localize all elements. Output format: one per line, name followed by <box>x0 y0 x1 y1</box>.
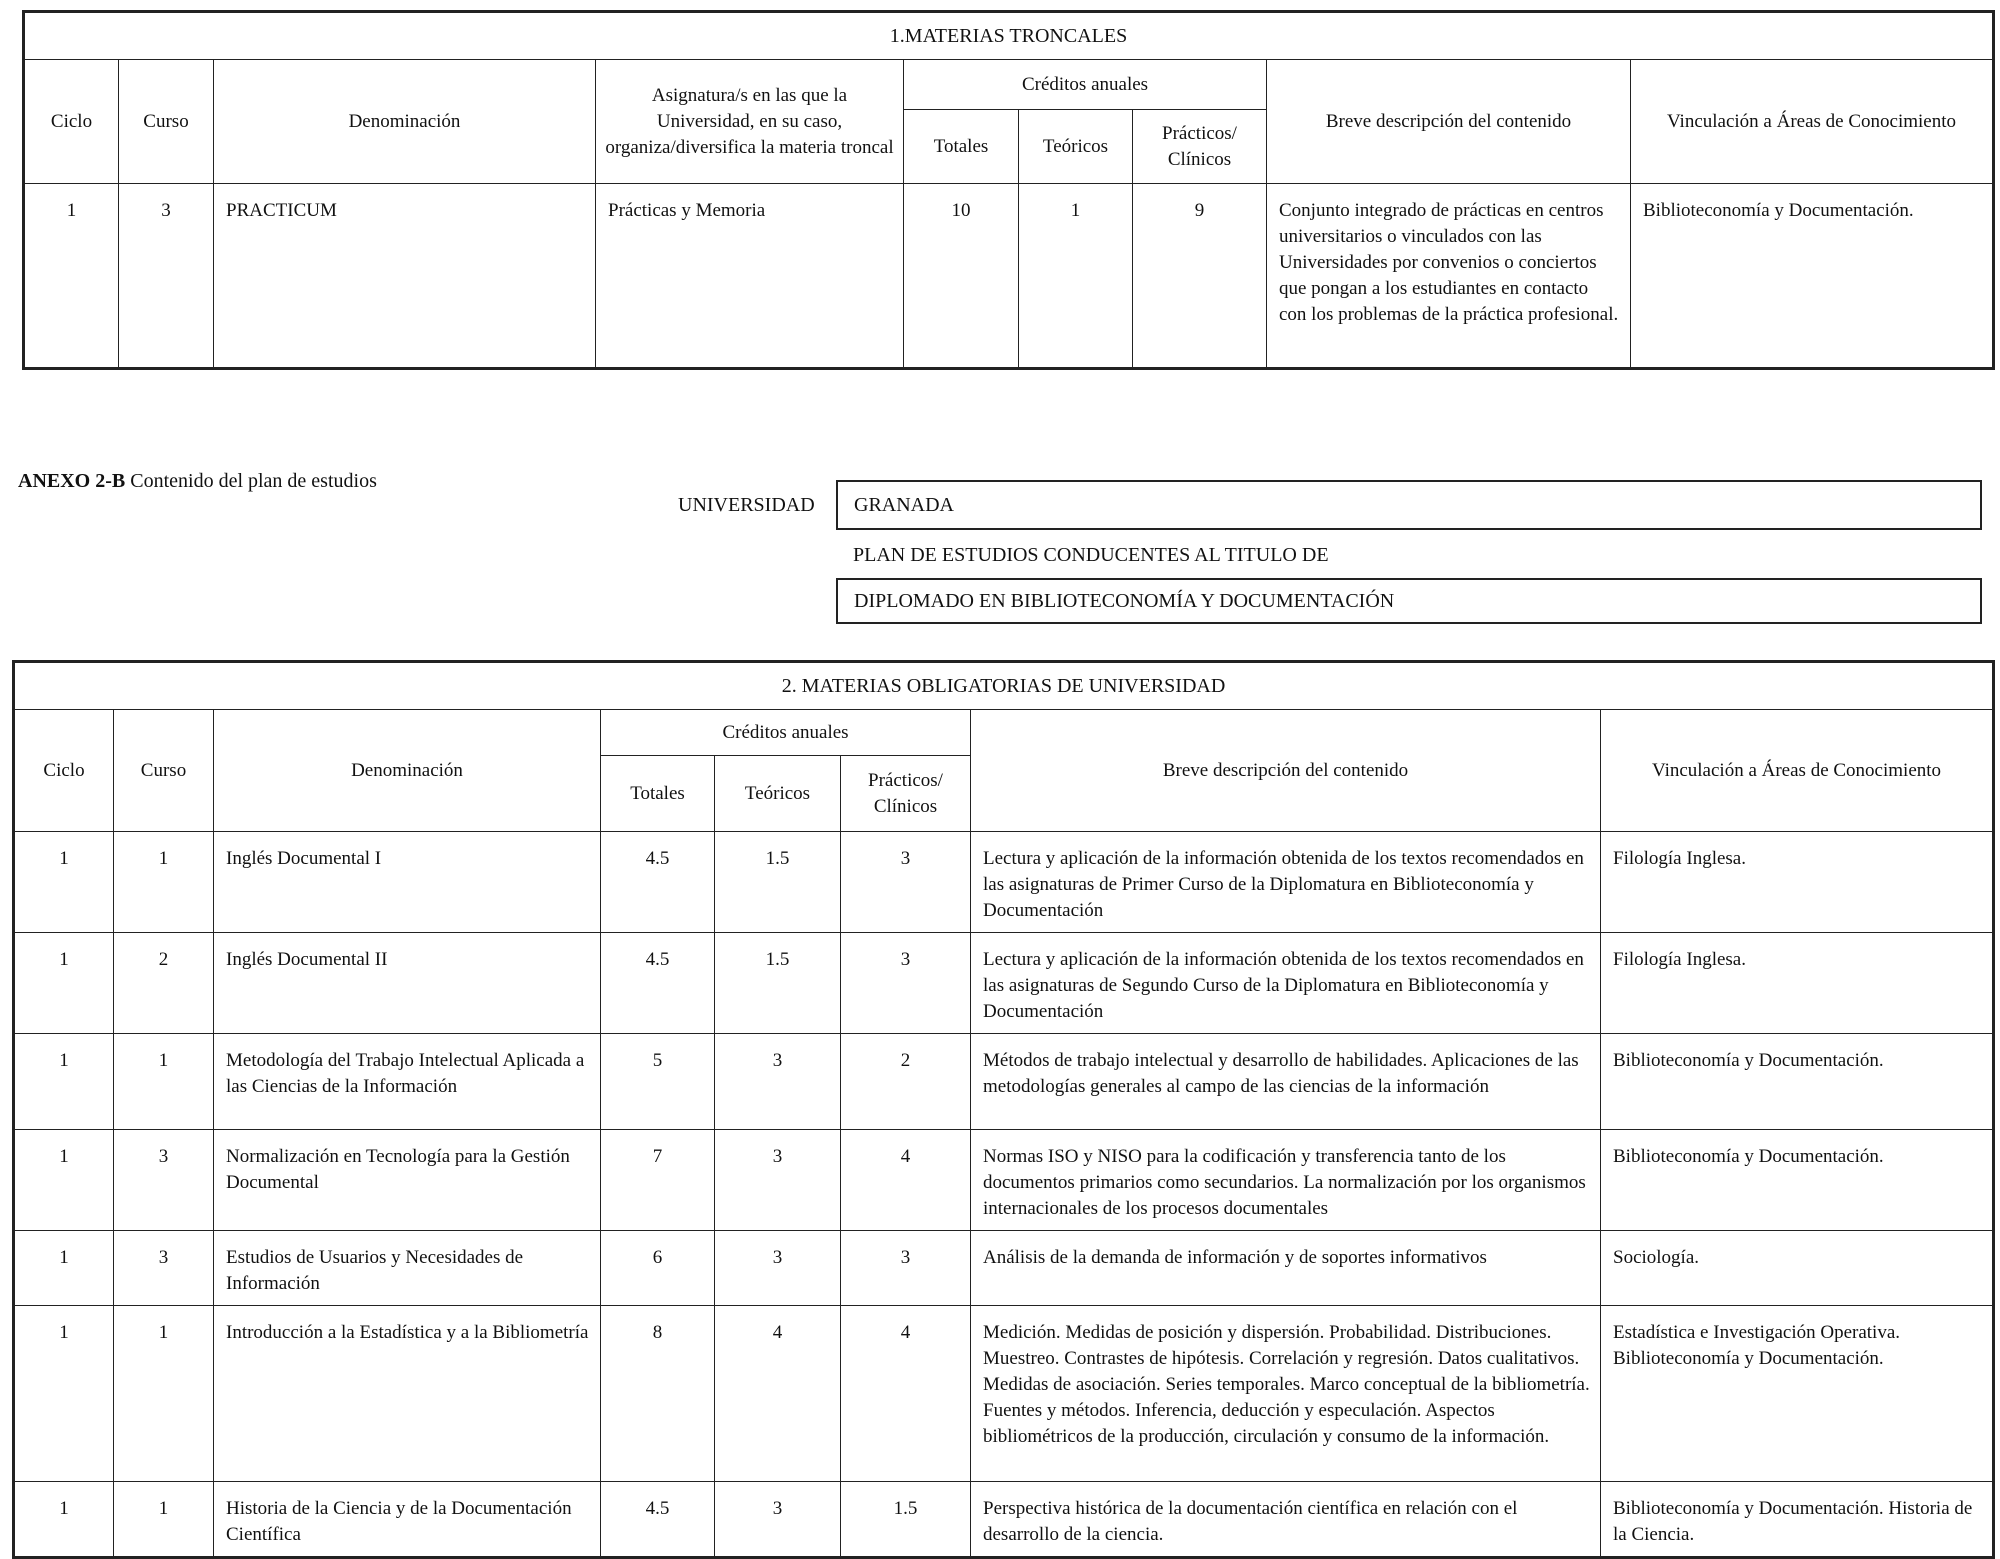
annex-label: ANEXO 2-B <box>18 470 126 492</box>
header-descripcion: Breve descripción del contenido <box>1267 60 1631 184</box>
cell-vinculacion: Biblioteconomía y Documentación. <box>1601 1034 1994 1130</box>
cell-teoricos: 4 <box>715 1306 841 1482</box>
table-row <box>14 933 1994 1034</box>
header-asignatura: Asignatura/s en las que la Universidad, en su caso, organiza/diversifica la materia troncal <box>596 60 904 184</box>
cell-denominacion: PRACTICUM <box>214 184 596 369</box>
cell-teoricos: 3 <box>715 1034 841 1130</box>
annex-heading <box>18 470 377 493</box>
header-creditos: Créditos anuales <box>904 60 1267 110</box>
table-row <box>14 1231 1994 1306</box>
cell-practicos: 4 <box>841 1306 971 1482</box>
header-denominacion: Denominación <box>214 60 596 184</box>
cell-denominacion: Introducción a la Estadística y a la Bibliometría <box>214 1306 601 1482</box>
cell-ciclo: 1 <box>14 1306 114 1482</box>
obligatorias-body <box>14 832 1994 1558</box>
cell-ciclo: 1 <box>14 1034 114 1130</box>
header-curso: Curso <box>119 60 214 184</box>
cell-curso: 3 <box>114 1130 214 1231</box>
cell-ciclo: 1 <box>14 1130 114 1231</box>
table-row <box>14 832 1994 933</box>
cell-vinculacion: Estadística e Investigación Operativa. Biblioteconomía y Documentación. <box>1601 1306 1994 1482</box>
header-totales: Totales <box>601 756 715 832</box>
cell-practicos: 1.5 <box>841 1482 971 1558</box>
table-row <box>14 1130 1994 1231</box>
header-vinculacion: Vinculación a Áreas de Conocimiento <box>1601 710 1994 832</box>
cell-ciclo: 1 <box>14 832 114 933</box>
cell-vinculacion: Biblioteconomía y Documentación. <box>1631 184 1994 369</box>
header-ciclo: Ciclo <box>14 710 114 832</box>
cell-curso: 1 <box>114 1306 214 1482</box>
header-creditos: Créditos anuales <box>601 710 971 756</box>
cell-totales: 10 <box>904 184 1019 369</box>
universidad-label: UNIVERSIDAD <box>678 494 815 516</box>
cell-teoricos: 1 <box>1019 184 1133 369</box>
cell-curso: 1 <box>114 1034 214 1130</box>
table-row <box>24 184 1994 369</box>
cell-denominacion: Estudios de Usuarios y Necesidades de Información <box>214 1231 601 1306</box>
cell-descripcion: Perspectiva histórica de la documentación científica en relación con el desarrollo de la ciencia. <box>971 1482 1601 1558</box>
header-totales: Totales <box>904 110 1019 184</box>
cell-teoricos: 3 <box>715 1482 841 1558</box>
cell-practicos: 3 <box>841 832 971 933</box>
cell-practicos: 2 <box>841 1034 971 1130</box>
troncales-title: 1.MATERIAS TRONCALES <box>24 12 1994 60</box>
annex-text: Contenido del plan de estudios <box>130 470 377 492</box>
cell-denominacion: Historia de la Ciencia y de la Documentación Científica <box>214 1482 601 1558</box>
cell-curso: 1 <box>114 1482 214 1558</box>
header-practicos: Prácticos/ Clínicos <box>841 756 971 832</box>
cell-practicos: 4 <box>841 1130 971 1231</box>
cell-descripcion: Medición. Medidas de posición y dispersión. Probabilidad. Distribuciones. Muestreo. Contrastes de hipótesis. Correlación y regresión. Datos cualitativos. Medidas de asociación. Series temporales. Marco conceptual de la bibliometría. Fuentes y métodos. Inferencia, deducción y especulación. Aspectos bibliométricos de la producción, circulación y consumo de la información. <box>971 1306 1601 1482</box>
cell-ciclo: 1 <box>14 1482 114 1558</box>
cell-descripcion: Lectura y aplicación de la información obtenida de los textos recomendados en las asignaturas de Segundo Curso de la Diplomatura en Biblioteconomía y Documentación <box>971 933 1601 1034</box>
cell-descripcion: Normas ISO y NISO para la codificación y transferencia tanto de los documentos primarios como secundarios. La normalización por los organismos internacionales de los procesos documentales <box>971 1130 1601 1231</box>
cell-teoricos: 1.5 <box>715 832 841 933</box>
plan-label: PLAN DE ESTUDIOS CONDUCENTES AL TITULO DE <box>853 544 1329 566</box>
cell-curso: 2 <box>114 933 214 1034</box>
titulo-field: DIPLOMADO EN BIBLIOTECONOMÍA Y DOCUMENTACIÓN <box>836 578 1982 624</box>
cell-totales: 4.5 <box>601 933 715 1034</box>
table-row <box>14 1034 1994 1130</box>
cell-teoricos: 3 <box>715 1231 841 1306</box>
header-ciclo: Ciclo <box>24 60 119 184</box>
header-practicos: Prácticos/ Clínicos <box>1133 110 1267 184</box>
cell-vinculacion: Filología Inglesa. <box>1601 832 1994 933</box>
cell-teoricos: 1.5 <box>715 933 841 1034</box>
obligatorias-title: 2. MATERIAS OBLIGATORIAS DE UNIVERSIDAD <box>14 662 1994 710</box>
cell-curso: 1 <box>114 832 214 933</box>
cell-denominacion: Normalización en Tecnología para la Gestión Documental <box>214 1130 601 1231</box>
cell-totales: 8 <box>601 1306 715 1482</box>
cell-totales: 6 <box>601 1231 715 1306</box>
cell-vinculacion: Biblioteconomía y Documentación. <box>1601 1130 1994 1231</box>
header-vinculacion: Vinculación a Áreas de Conocimiento <box>1631 60 1994 184</box>
table-row <box>14 1306 1994 1482</box>
header-curso: Curso <box>114 710 214 832</box>
cell-vinculacion: Sociología. <box>1601 1231 1994 1306</box>
header-descripcion: Breve descripción del contenido <box>971 710 1601 832</box>
header-denominacion: Denominación <box>214 710 601 832</box>
troncales-table <box>22 10 1995 370</box>
cell-curso: 3 <box>114 1231 214 1306</box>
cell-descripcion: Métodos de trabajo intelectual y desarrollo de habilidades. Aplicaciones de las metodologías generales al campo de las ciencias de la información <box>971 1034 1601 1130</box>
cell-asignatura: Prácticas y Memoria <box>596 184 904 369</box>
cell-descripcion: Análisis de la demanda de información y de soportes informativos <box>971 1231 1601 1306</box>
cell-practicos: 9 <box>1133 184 1267 369</box>
cell-descripcion: Lectura y aplicación de la información obtenida de los textos recomendados en las asignaturas de Primer Curso de la Diplomatura en Biblioteconomía y Documentación <box>971 832 1601 933</box>
cell-totales: 4.5 <box>601 1482 715 1558</box>
cell-ciclo: 1 <box>24 184 119 369</box>
header-teoricos: Teóricos <box>1019 110 1133 184</box>
table-row <box>14 1482 1994 1558</box>
cell-descripcion: Conjunto integrado de prácticas en centros universitarios o vinculados con las Universidades por convenios o conciertos que pongan a los estudiantes en contacto con los problemas de la práctica profesional. <box>1267 184 1631 369</box>
cell-denominacion: Inglés Documental I <box>214 832 601 933</box>
header-teoricos: Teóricos <box>715 756 841 832</box>
cell-vinculacion: Biblioteconomía y Documentación. Historia de la Ciencia. <box>1601 1482 1994 1558</box>
cell-practicos: 3 <box>841 933 971 1034</box>
cell-totales: 4.5 <box>601 832 715 933</box>
obligatorias-table <box>12 660 1995 1559</box>
cell-denominacion: Metodología del Trabajo Intelectual Aplicada a las Ciencias de la Información <box>214 1034 601 1130</box>
cell-curso: 3 <box>119 184 214 369</box>
cell-ciclo: 1 <box>14 933 114 1034</box>
cell-totales: 7 <box>601 1130 715 1231</box>
universidad-field: GRANADA <box>836 480 1982 530</box>
cell-teoricos: 3 <box>715 1130 841 1231</box>
cell-denominacion: Inglés Documental II <box>214 933 601 1034</box>
cell-ciclo: 1 <box>14 1231 114 1306</box>
cell-totales: 5 <box>601 1034 715 1130</box>
cell-vinculacion: Filología Inglesa. <box>1601 933 1994 1034</box>
cell-practicos: 3 <box>841 1231 971 1306</box>
